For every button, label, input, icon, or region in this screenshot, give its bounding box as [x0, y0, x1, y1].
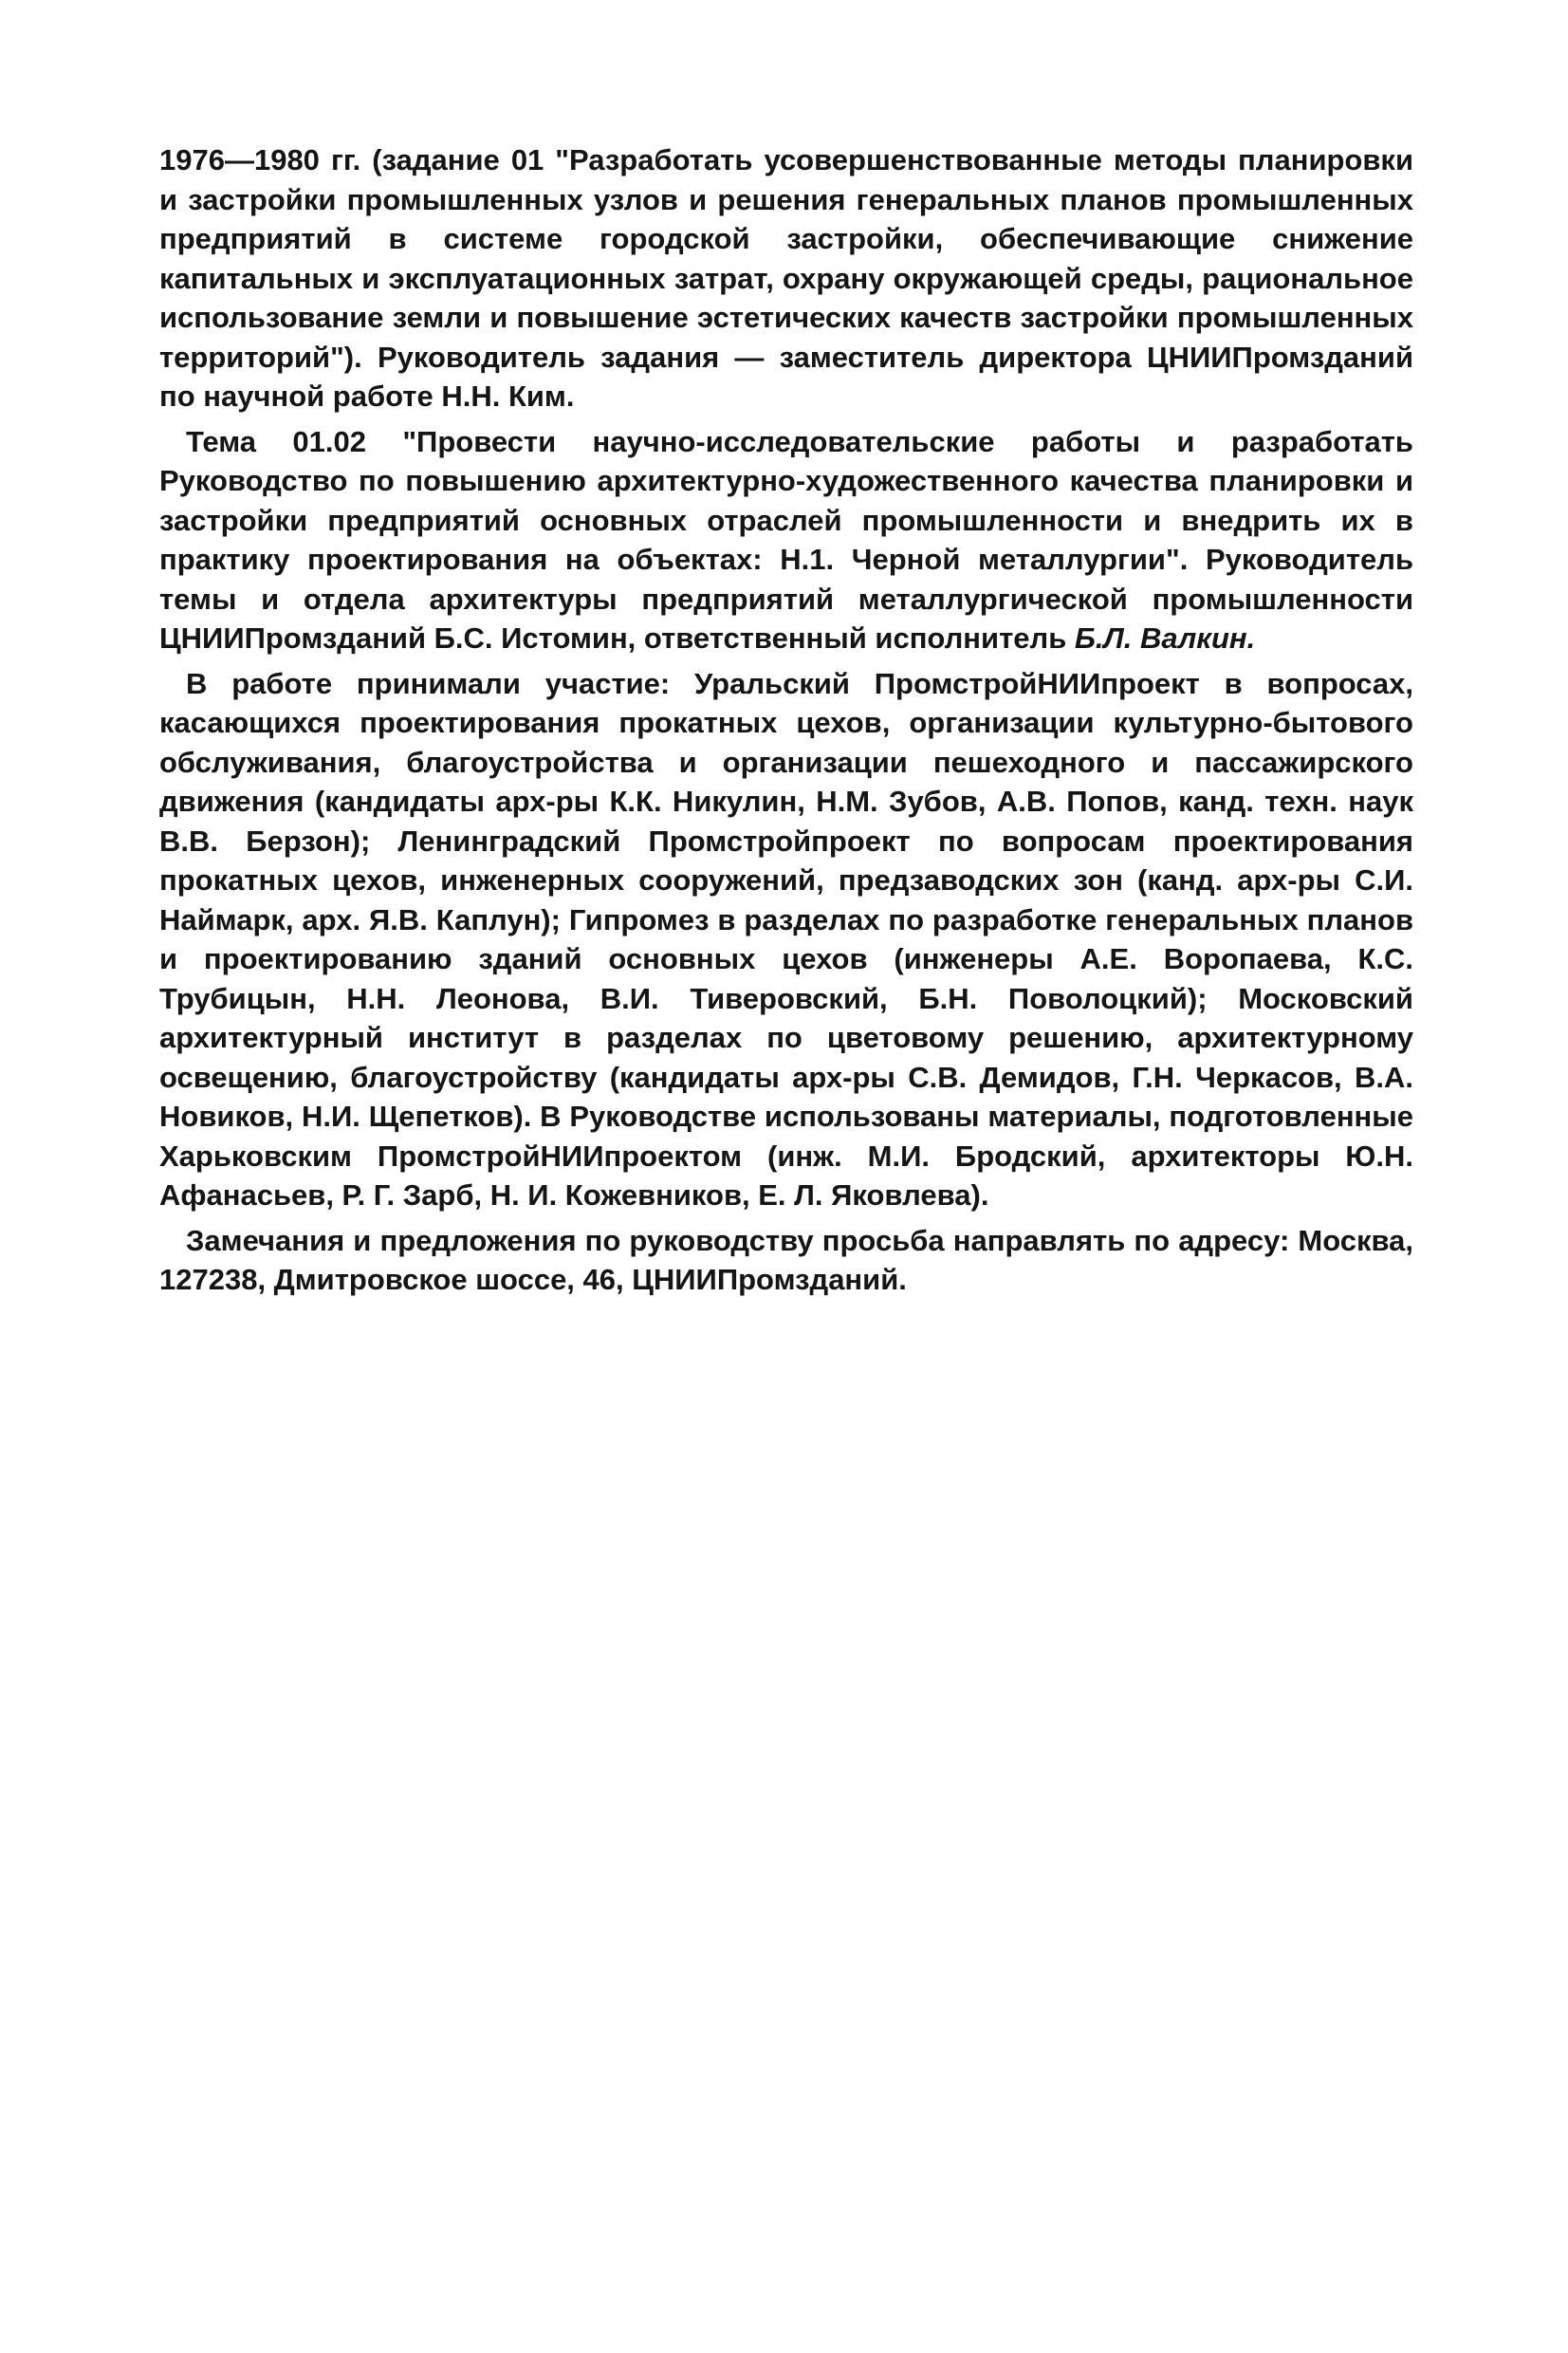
paragraph-contact [159, 1221, 1413, 1300]
paragraph-contact-text: Замечания и предложения по руководству просьба направлять по адресу: Москва, 127238, Дмитровское шоссе, 46, ЦНИИПромзданий. [159, 1223, 1413, 1296]
paragraph-intro-text: 1976—1980 гг. (задание 01 "Разработать усовершенствованные методы планировки и застройки промышленных узлов и решения генеральных планов промышленных предприятий в системе городской застройки, обеспечивающие снижение капитальных и эксплуатационных затрат, охрану окружающей среды, рациональное использование земли и повышение эстетических качеств застройки промышленных территорий"). Руководитель задания — заместитель директора ЦНИИПромзданий по научной работе Н.Н. Ким. [159, 143, 1413, 413]
document-page [159, 140, 1413, 1306]
paragraph-tema-executor: Б.Л. Валкин. [1074, 621, 1256, 655]
paragraph-tema-text: Тема 01.02 "Провести научно-исследовательские работы и разработать Руководство по повышению архитектурно-художественного качества планировки и застройки предприятий основных отраслей промышленности и внедрить их в практику проектирования на объектах: Н.1. Черной металлургии". Руководитель темы и отдела архитектуры предприятий металлургической промышленности ЦНИИПромзданий Б.С. Истомин, ответственный исполнитель [159, 424, 1413, 655]
paragraph-tema [159, 422, 1413, 658]
paragraph-intro [159, 140, 1413, 417]
paragraph-participants [159, 664, 1413, 1215]
paragraph-participants-text: В работе принимали участие: Уральский ПромстройНИИпроект в вопросах, касающихся проектирования прокатных цехов, организации культурно-бытового обслуживания, благоустройства и организации пешеходного и пассажирского движения (кандидаты арх-ры К.К. Никулин, Н.М. Зубов, А.В. Попов, канд. техн. наук В.В. Берзон); Ленинградский Промстройпроект по вопросам проектирования прокатных цехов, инженерных сооружений, предзаводских зон (канд. арх-ры С.И. Наймарк, арх. Я.В. Каплун); Гипромез в разделах по разработке генеральных планов и проектированию зданий основных цехов (инженеры А.Е. Воропаева, К.С. Трубицын, Н.Н. Леонова, В.И. Тиверовский, Б.Н. Поволоцкий); Московский архитектурный институт в разделах по цветовому решению, архитектурному освещению, благоустройству (кандидаты арх-ры С.В. Демидов, Г.Н. Черкасов, В.А. Новиков, Н.И. Щепетков). В Руководстве использованы материалы, подготовленные Харьковским ПромстройНИИпроектом (инж. М.И. Бродский, архитекторы Ю.Н. Афанасьев, Р. Г. Зарб, Н. И. Кожевников, Е. Л. Яковлева). [159, 666, 1413, 1212]
